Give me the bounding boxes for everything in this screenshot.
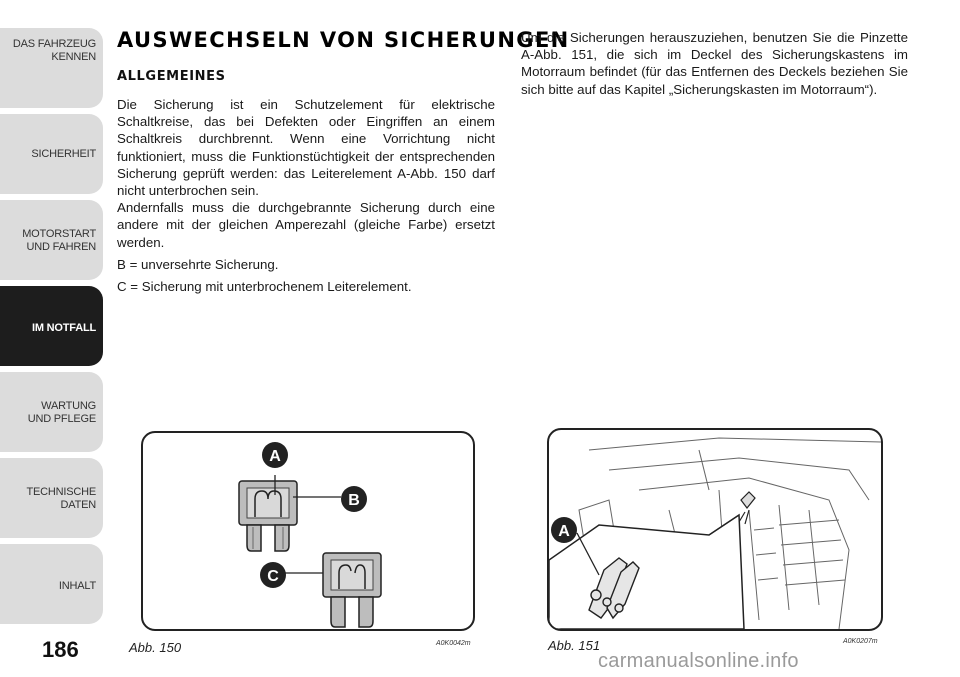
callout-a-label: A (558, 523, 570, 540)
paragraph: Andernfalls muss die durchgebrannte Sicherung durch eine andere mit der gleichen Amperezahl (gleiche Farbe) ersetzt werden. (117, 200, 495, 250)
figure-150-code: A0K0042m (436, 640, 471, 647)
tab-label: MOTORSTART UND FAHREN (22, 228, 96, 253)
paragraph: C = Sicherung mit unterbrochenem Leiterelement. (117, 279, 412, 295)
tab-label: TECHNISCHE DATEN (26, 486, 96, 511)
figure-151 (547, 428, 883, 631)
callout-c-label: C (267, 568, 279, 585)
tab-inhalt[interactable] (0, 544, 103, 624)
text-column-right (521, 29, 908, 98)
tab-label: SICHERHEIT (31, 148, 96, 160)
tab-im-notfall[interactable] (0, 286, 103, 366)
section-subtitle: ALLGEMEINES (117, 69, 226, 84)
tab-technische-daten[interactable] (0, 458, 103, 538)
tab-wartung-und-pflege[interactable] (0, 372, 103, 452)
detail-inset (549, 515, 744, 629)
paragraph: Die Sicherung ist ein Schutzelement für elektrische Schaltkreise, das bei Defekten oder Eingriffen an einem Schaltkreis durchbrennt. Wenn eine Vorrichtung nicht funktioniert, muss die Funktionstüchtigkeit der entsprechenden Sicherung geprüft werden: das Leiterelement A-Abb. 150 darf nicht unterbrochen sein. (117, 97, 495, 199)
tab-sicherheit[interactable] (0, 114, 103, 194)
page-number: 186 (42, 637, 79, 662)
tab-motorstart-und-fahren[interactable] (0, 200, 103, 280)
tab-label: WARTUNG UND PFLEGE (27, 400, 96, 425)
tab-das-fahrzeug-kennen[interactable] (0, 28, 103, 108)
tweezers-small (739, 492, 755, 524)
tab-label: DAS FAHRZEUG KENNEN (12, 38, 96, 63)
figure-151-caption: Abb. 151 (548, 638, 601, 653)
page-title: AUSWECHSELN VON SICHERUNGEN (117, 28, 570, 52)
fuse-intact (239, 481, 297, 551)
fusebox-illustration (549, 430, 881, 629)
paragraph: B = unversehrte Sicherung. (117, 256, 279, 272)
tab-label: INHALT (58, 580, 96, 592)
figure-151-code: A0K0207m (843, 638, 878, 645)
watermark: carmanualsonline.info (598, 650, 799, 672)
callout-a-label: A (269, 448, 281, 465)
text-column-left (117, 96, 495, 295)
fuse-illustration (143, 433, 473, 629)
fuse-blown (323, 553, 381, 627)
tab-label: IM NOTFALL (32, 322, 96, 334)
figure-150-caption: Abb. 150 (129, 640, 182, 655)
paragraph: Um die Sicherungen herauszuziehen, benutzen Sie die Pinzette A-Abb. 151, die sich im Deckel des Sicherungskastens im Motorraum befindet (für das Entfernen des Deckels beziehen Sie sich bitte auf das Kapitel „Sicherungskasten im Motorraum“). (521, 30, 908, 97)
figure-150 (141, 431, 475, 631)
callout-b-label: B (348, 492, 360, 509)
